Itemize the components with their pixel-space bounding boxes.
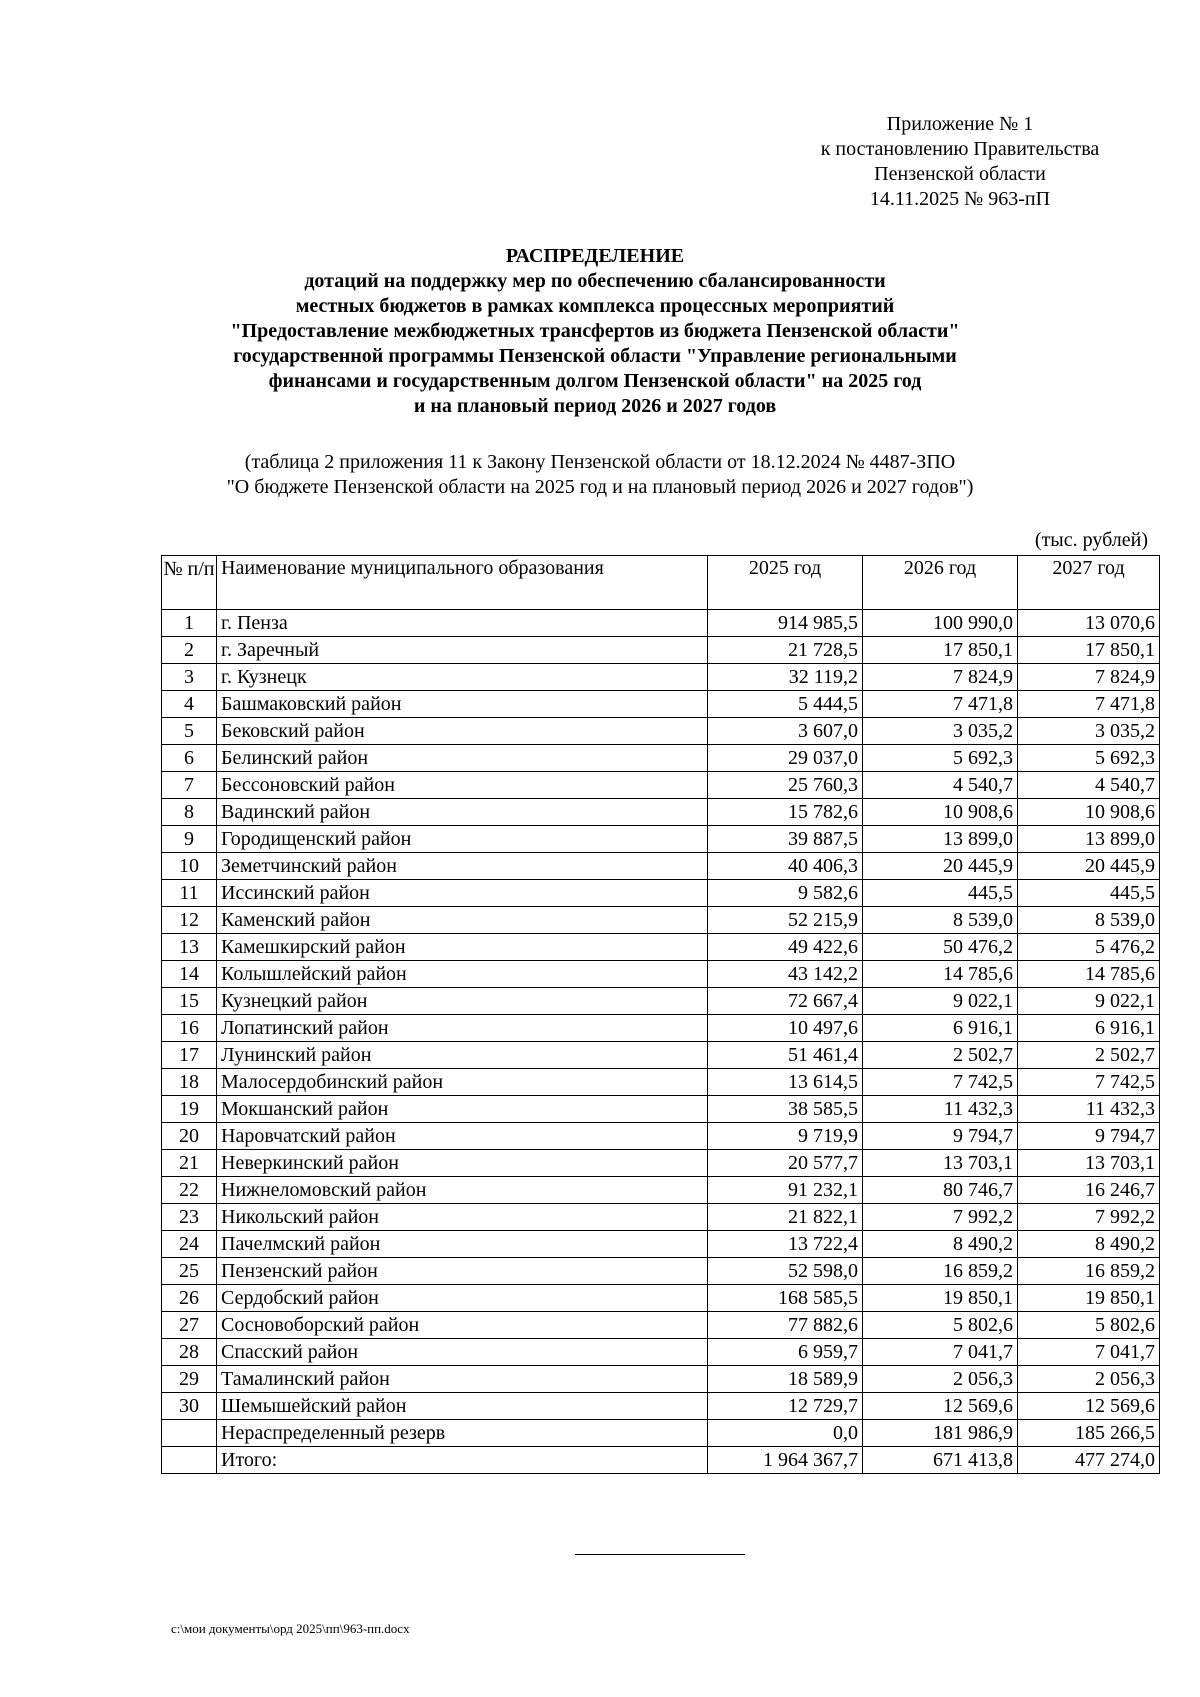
subtitle-line-2: "О бюджете Пензенской области на 2025 год и на плановый период 2026 и 2027 годов") (226, 476, 974, 498)
row-name: Нижнеломовский район (217, 1177, 708, 1204)
row-name: Пачелмский район (217, 1231, 708, 1258)
row-name: Каменский район (217, 907, 708, 934)
row-value-2025: 13 614,5 (708, 1069, 863, 1096)
row-number: 24 (162, 1231, 217, 1258)
row-value-2027: 8 490,2 (1018, 1231, 1160, 1258)
row-number: 19 (162, 1096, 217, 1123)
row-value-2027: 13 703,1 (1018, 1150, 1160, 1177)
row-value-2025: 18 589,9 (708, 1366, 863, 1393)
table-row (162, 718, 1160, 745)
row-value-2027: 5 476,2 (1018, 934, 1160, 961)
row-name: Нераспределенный резерв (217, 1420, 708, 1447)
row-name: Белинский район (217, 745, 708, 772)
row-value-2027: 12 569,6 (1018, 1393, 1160, 1420)
row-value-2026: 12 569,6 (863, 1393, 1018, 1420)
row-number: 7 (162, 772, 217, 799)
row-value-2027: 6 916,1 (1018, 1015, 1160, 1042)
row-value-2027: 17 850,1 (1018, 637, 1160, 664)
row-value-2025: 12 729,7 (708, 1393, 863, 1420)
table-row (162, 1258, 1160, 1285)
row-number: 25 (162, 1258, 217, 1285)
row-name: Иссинский район (217, 880, 708, 907)
row-value-2026: 80 746,7 (863, 1177, 1018, 1204)
table-row (162, 610, 1160, 637)
row-value-2025: 10 497,6 (708, 1015, 863, 1042)
row-number: 12 (162, 907, 217, 934)
row-number: 18 (162, 1069, 217, 1096)
row-name: г. Кузнецк (217, 664, 708, 691)
title-line-5: государственной программы Пензенской области "Управление региональными (233, 345, 957, 367)
appendix-line-3: Пензенской области (874, 163, 1046, 185)
row-value-2027: 9 794,7 (1018, 1123, 1160, 1150)
row-name: г. Пенза (217, 610, 708, 637)
row-number: 22 (162, 1177, 217, 1204)
row-value-2026: 8 490,2 (863, 1231, 1018, 1258)
row-value-2027: 7 471,8 (1018, 691, 1160, 718)
row-number: 9 (162, 826, 217, 853)
row-value-2026: 13 703,1 (863, 1150, 1018, 1177)
header-2027: 2027 год (1018, 556, 1160, 610)
table-row (162, 1069, 1160, 1096)
row-value-2027: 9 022,1 (1018, 988, 1160, 1015)
row-value-2026: 10 908,6 (863, 799, 1018, 826)
row-value-2027: 7 824,9 (1018, 664, 1160, 691)
row-value-2025: 38 585,5 (708, 1096, 863, 1123)
table-row (162, 853, 1160, 880)
row-value-2025: 3 607,0 (708, 718, 863, 745)
row-name: Кузнецкий район (217, 988, 708, 1015)
row-number: 1 (162, 610, 217, 637)
row-value-2026: 445,5 (863, 880, 1018, 907)
row-value-2026: 17 850,1 (863, 637, 1018, 664)
row-value-2026: 7 992,2 (863, 1204, 1018, 1231)
table-row (162, 826, 1160, 853)
table-row (162, 664, 1160, 691)
table-row (162, 1015, 1160, 1042)
distribution-table (161, 555, 1160, 1474)
row-value-2027: 13 070,6 (1018, 610, 1160, 637)
table-row (162, 907, 1160, 934)
row-value-2027: 7 041,7 (1018, 1339, 1160, 1366)
row-number: 2 (162, 637, 217, 664)
row-value-2026: 9 794,7 (863, 1123, 1018, 1150)
header-2026: 2026 год (863, 556, 1018, 610)
table-row (162, 1339, 1160, 1366)
row-value-2027: 13 899,0 (1018, 826, 1160, 853)
row-value-2026: 100 990,0 (863, 610, 1018, 637)
title-line-2: дотаций на поддержку мер по обеспечению сбалансированности (304, 270, 886, 292)
row-value-2026: 9 022,1 (863, 988, 1018, 1015)
row-value-2025: 25 760,3 (708, 772, 863, 799)
row-number: 30 (162, 1393, 217, 1420)
row-value-2026: 671 413,8 (863, 1447, 1018, 1474)
row-number: 15 (162, 988, 217, 1015)
row-value-2027: 7 992,2 (1018, 1204, 1160, 1231)
row-name: Неверкинский район (217, 1150, 708, 1177)
header-name: Наименование муниципального образования (217, 556, 708, 610)
row-value-2027: 5 802,6 (1018, 1312, 1160, 1339)
table-row (162, 799, 1160, 826)
row-value-2025: 21 728,5 (708, 637, 863, 664)
row-value-2027: 16 246,7 (1018, 1177, 1160, 1204)
table-row (162, 637, 1160, 664)
title-line-7: и на плановый период 2026 и 2027 годов (413, 395, 777, 417)
title-line-3: местных бюджетов в рамках комплекса процессных мероприятий (295, 295, 895, 317)
table-row (162, 1393, 1160, 1420)
row-value-2027: 19 850,1 (1018, 1285, 1160, 1312)
row-name: Пензенский район (217, 1258, 708, 1285)
title-line-4: "Предоставление межбюджетных трансфертов из бюджета Пензенской области" (230, 320, 960, 342)
row-value-2026: 3 035,2 (863, 718, 1018, 745)
row-number: 14 (162, 961, 217, 988)
row-value-2026: 50 476,2 (863, 934, 1018, 961)
row-value-2025: 29 037,0 (708, 745, 863, 772)
row-value-2026: 4 540,7 (863, 772, 1018, 799)
row-value-2025: 20 577,7 (708, 1150, 863, 1177)
row-value-2026: 6 916,1 (863, 1015, 1018, 1042)
title-line-6: финансами и государственным долгом Пензенской области" на 2025 год (268, 370, 922, 392)
row-value-2026: 7 041,7 (863, 1339, 1018, 1366)
row-name: Городищенский район (217, 826, 708, 853)
row-value-2026: 2 502,7 (863, 1042, 1018, 1069)
row-value-2026: 5 692,3 (863, 745, 1018, 772)
table-row (162, 1420, 1160, 1447)
row-value-2025: 51 461,4 (708, 1042, 863, 1069)
row-number: 11 (162, 880, 217, 907)
row-value-2025: 72 667,4 (708, 988, 863, 1015)
header-number: № п/п (162, 556, 217, 610)
row-number: 10 (162, 853, 217, 880)
row-value-2027: 16 859,2 (1018, 1258, 1160, 1285)
row-value-2025: 52 598,0 (708, 1258, 863, 1285)
table-row (162, 1366, 1160, 1393)
subtitle-line-1: (таблица 2 приложения 11 к Закону Пензенской области от 18.12.2024 № 4487-ЗПО (244, 451, 956, 473)
table-row (162, 1096, 1160, 1123)
row-value-2025: 77 882,6 (708, 1312, 863, 1339)
row-name: Никольский район (217, 1204, 708, 1231)
row-value-2027: 4 540,7 (1018, 772, 1160, 799)
header-2025: 2025 год (708, 556, 863, 610)
table-row (162, 745, 1160, 772)
row-value-2026: 11 432,3 (863, 1096, 1018, 1123)
closing-line (575, 1554, 745, 1555)
row-value-2025: 49 422,6 (708, 934, 863, 961)
row-value-2026: 7 471,8 (863, 691, 1018, 718)
row-number: 21 (162, 1150, 217, 1177)
table-row (162, 1285, 1160, 1312)
row-value-2025: 43 142,2 (708, 961, 863, 988)
row-name: Колышлейский район (217, 961, 708, 988)
row-number: 27 (162, 1312, 217, 1339)
row-number: 4 (162, 691, 217, 718)
table-row (162, 772, 1160, 799)
row-value-2027: 11 432,3 (1018, 1096, 1160, 1123)
row-value-2025: 40 406,3 (708, 853, 863, 880)
row-value-2027: 14 785,6 (1018, 961, 1160, 988)
row-value-2026: 14 785,6 (863, 961, 1018, 988)
row-value-2025: 91 232,1 (708, 1177, 863, 1204)
row-value-2026: 7 742,5 (863, 1069, 1018, 1096)
table-row (162, 1204, 1160, 1231)
row-name: Лунинский район (217, 1042, 708, 1069)
table-header-row (162, 556, 1160, 610)
row-value-2027: 20 445,9 (1018, 853, 1160, 880)
row-value-2025: 9 582,6 (708, 880, 863, 907)
row-value-2027: 10 908,6 (1018, 799, 1160, 826)
table-row (162, 1447, 1160, 1474)
row-name: Малосердобинский район (217, 1069, 708, 1096)
row-number: 6 (162, 745, 217, 772)
row-value-2025: 32 119,2 (708, 664, 863, 691)
table-row (162, 1231, 1160, 1258)
row-number: 23 (162, 1204, 217, 1231)
row-value-2026: 2 056,3 (863, 1366, 1018, 1393)
table-row (162, 691, 1160, 718)
row-value-2027: 2 502,7 (1018, 1042, 1160, 1069)
row-value-2025: 15 782,6 (708, 799, 863, 826)
table-row (162, 1123, 1160, 1150)
table-row (162, 1150, 1160, 1177)
table-row (162, 1177, 1160, 1204)
row-number: 28 (162, 1339, 217, 1366)
row-name: Башмаковский район (217, 691, 708, 718)
table-row (162, 988, 1160, 1015)
table-row (162, 934, 1160, 961)
table-row (162, 961, 1160, 988)
row-name: г. Заречный (217, 637, 708, 664)
row-name: Бессоновский район (217, 772, 708, 799)
row-value-2025: 52 215,9 (708, 907, 863, 934)
document-subtitle (130, 450, 1070, 500)
row-value-2027: 445,5 (1018, 880, 1160, 907)
row-number: 16 (162, 1015, 217, 1042)
row-name: Бековский район (217, 718, 708, 745)
row-number: 29 (162, 1366, 217, 1393)
row-name: Вадинский район (217, 799, 708, 826)
document-title (130, 244, 1060, 419)
title-line-1: РАСПРЕДЕЛЕНИЕ (505, 245, 685, 267)
row-value-2026: 19 850,1 (863, 1285, 1018, 1312)
row-name: Наровчатский район (217, 1123, 708, 1150)
row-value-2025: 0,0 (708, 1420, 863, 1447)
row-value-2025: 914 985,5 (708, 610, 863, 637)
row-name: Шемышейский район (217, 1393, 708, 1420)
table-body (162, 610, 1160, 1474)
appendix-line-1: Приложение № 1 (886, 113, 1034, 135)
row-value-2026: 13 899,0 (863, 826, 1018, 853)
row-value-2027: 5 692,3 (1018, 745, 1160, 772)
row-number: 20 (162, 1123, 217, 1150)
row-number: 8 (162, 799, 217, 826)
row-number (162, 1420, 217, 1447)
row-value-2025: 6 959,7 (708, 1339, 863, 1366)
row-value-2025: 9 719,9 (708, 1123, 863, 1150)
appendix-line-2: к постановлению Правительства (820, 138, 1100, 160)
row-value-2025: 1 964 367,7 (708, 1447, 863, 1474)
row-value-2027: 7 742,5 (1018, 1069, 1160, 1096)
row-value-2026: 20 445,9 (863, 853, 1018, 880)
row-name: Сердобский район (217, 1285, 708, 1312)
row-value-2026: 181 986,9 (863, 1420, 1018, 1447)
row-value-2025: 39 887,5 (708, 826, 863, 853)
row-number: 3 (162, 664, 217, 691)
row-value-2025: 21 822,1 (708, 1204, 863, 1231)
row-value-2025: 13 722,4 (708, 1231, 863, 1258)
table-row (162, 1042, 1160, 1069)
footer-file-path: c:\мои документы\орд 2025\пп\963-пп.docx (171, 1621, 410, 1636)
appendix-line-4: 14.11.2025 № 963-пП (869, 188, 1051, 210)
row-value-2027: 2 056,3 (1018, 1366, 1160, 1393)
row-value-2026: 16 859,2 (863, 1258, 1018, 1285)
row-name: Итого: (217, 1447, 708, 1474)
row-name: Мокшанский район (217, 1096, 708, 1123)
row-number: 17 (162, 1042, 217, 1069)
appendix-block (760, 112, 1160, 212)
row-number (162, 1447, 217, 1474)
row-number: 13 (162, 934, 217, 961)
row-value-2026: 7 824,9 (863, 664, 1018, 691)
table-row (162, 1312, 1160, 1339)
row-value-2025: 168 585,5 (708, 1285, 863, 1312)
units-label: (тыс. рублей) (1034, 529, 1148, 551)
row-name: Спасский район (217, 1339, 708, 1366)
row-value-2027: 185 266,5 (1018, 1420, 1160, 1447)
row-value-2025: 5 444,5 (708, 691, 863, 718)
row-number: 26 (162, 1285, 217, 1312)
row-value-2026: 5 802,6 (863, 1312, 1018, 1339)
row-name: Земетчинский район (217, 853, 708, 880)
row-name: Тамалинский район (217, 1366, 708, 1393)
row-value-2026: 8 539,0 (863, 907, 1018, 934)
row-name: Сосновоборский район (217, 1312, 708, 1339)
row-name: Камешкирский район (217, 934, 708, 961)
row-value-2027: 477 274,0 (1018, 1447, 1160, 1474)
row-value-2027: 3 035,2 (1018, 718, 1160, 745)
row-name: Лопатинский район (217, 1015, 708, 1042)
row-value-2027: 8 539,0 (1018, 907, 1160, 934)
table-row (162, 880, 1160, 907)
row-number: 5 (162, 718, 217, 745)
